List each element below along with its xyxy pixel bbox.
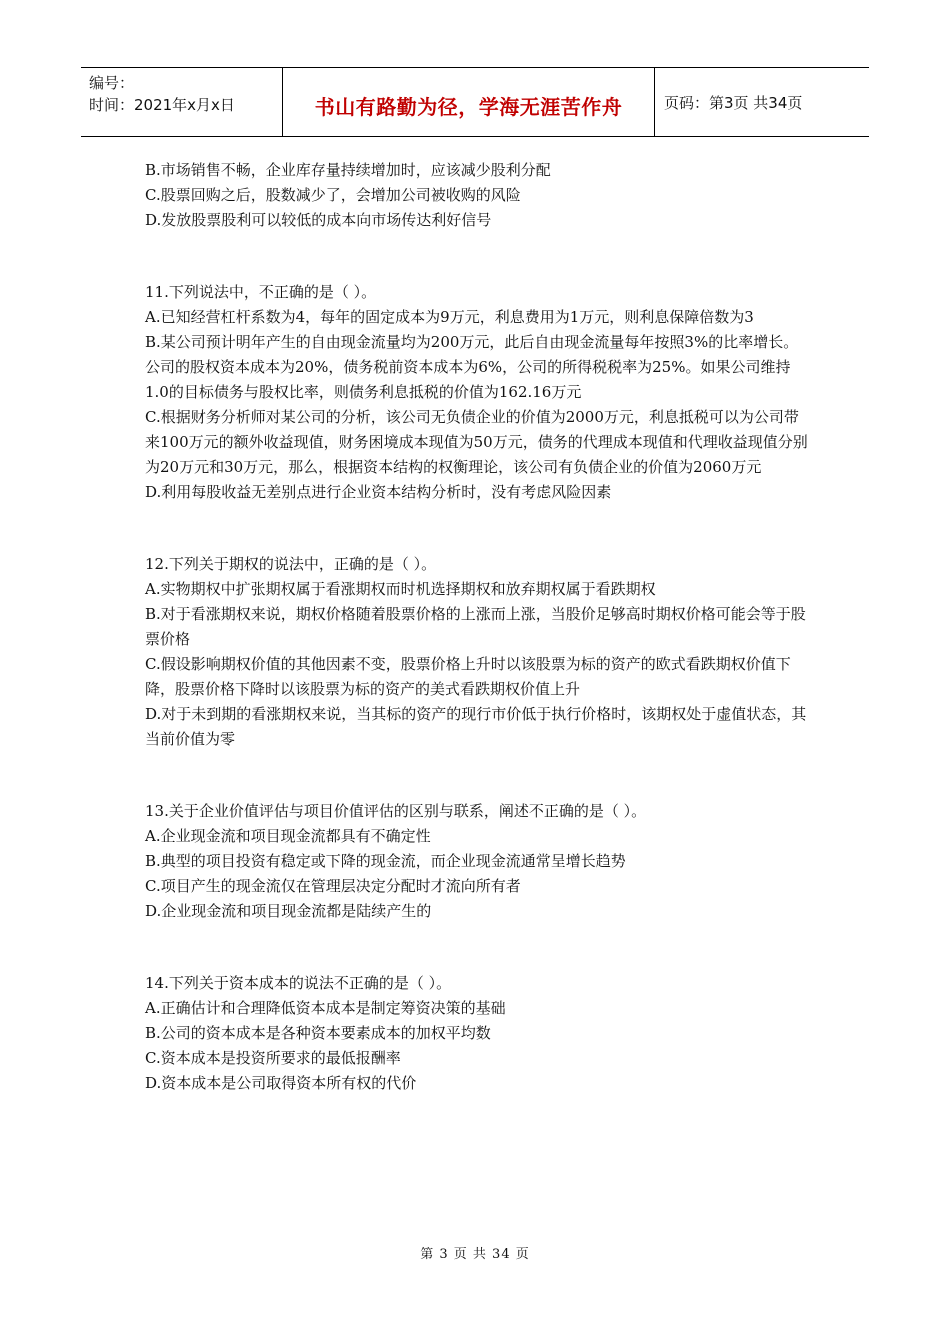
q13-option-c: C.项目产生的现金流仅在管理层决定分配时才流向所有者 — [145, 877, 521, 895]
q10-option-d: D.发放股票股利可以较低的成本向市场传达利好信号 — [145, 211, 492, 229]
document-body — [145, 158, 810, 1096]
q13-option-a: A.企业现金流和项目现金流都具有不确定性 — [145, 827, 431, 845]
q14-option-a: A.正确估计和合理降低资本成本是制定筹资决策的基础 — [145, 999, 506, 1017]
q10-option-c: C.股票回购之后，股数减少了，会增加公司被收购的风险 — [145, 186, 521, 204]
header-number-label: 编号： — [89, 74, 135, 92]
q11-option-c: C.根据财务分析师对某公司的分析，该公司无负债企业的价值为2000万元，利息抵税可以为公司带来100万元的额外收益现值，财务困境成本现值为50万元，债务的代理成本现值和代理收益现值分别为20万元和30万元，那么，根据资本结构的权衡理论，该公司有负债企业的价值为2060万元 — [145, 408, 808, 476]
header-meta — [81, 68, 282, 136]
header-motto: 书山有路勤为径，学海无涯苦作舟 — [282, 68, 655, 136]
q11-option-b: B.某公司预计明年产生的自由现金流量均为200万元，此后自由现金流量每年按照3%的比率增长。公司的股权资本成本为20%，债务税前资本成本为6%，公司的所得税税率为25%。如果公司维持1.0的目标债务与股权比率，则债务利息抵税的价值为162.16万元 — [145, 333, 799, 401]
page-footer: 第 3 页 共 34 页 — [420, 1247, 530, 1262]
q12-option-c: C.假设影响期权价值的其他因素不变，股票价格上升时以该股票为标的资产的欧式看跌期权价值下降，股票价格下降时以该股票为标的资产的美式看跌期权价值上升 — [145, 655, 791, 698]
q10-option-b: B.市场销售不畅，企业库存量持续增加时，应该减少股利分配 — [145, 161, 551, 179]
q12-option-b: B.对于看涨期权来说，期权价格随着股票价格的上涨而上涨，当股价足够高时期权价格可能会等于股票价格 — [145, 605, 806, 648]
header-page-info: 页码：第3页 共34页 — [664, 93, 803, 112]
q13-option-d: D.企业现金流和项目现金流都是陆续产生的 — [145, 902, 432, 920]
q12-option-d: D.对于未到期的看涨期权来说，当其标的资产的现行市价低于执行价格时，该期权处于虚值状态，其当前价值为零 — [145, 705, 807, 748]
header-date-label: 时间：2021年x月x日 — [89, 96, 235, 114]
page-header — [81, 67, 869, 137]
q12-option-a: A.实物期权中扩张期权属于看涨期权而时机选择期权和放弃期权属于看跌期权 — [145, 580, 656, 598]
q14-stem: 14.下列关于资本成本的说法不正确的是（ ）。 — [145, 974, 452, 992]
q14-option-b: B.公司的资本成本是各种资本要素成本的加权平均数 — [145, 1024, 491, 1042]
q11-stem: 11.下列说法中，不正确的是（ ）。 — [145, 283, 377, 301]
q13-stem: 13.关于企业价值评估与项目价值评估的区别与联系，阐述不正确的是（ ）。 — [145, 802, 647, 820]
q12-stem: 12.下列关于期权的说法中，正确的是（ ）。 — [145, 555, 437, 573]
q11-option-a: A.已知经营杠杆系数为4，每年的固定成本为9万元，利息费用为1万元，则利息保障倍数为3 — [145, 308, 754, 326]
q14-option-c: C.资本成本是投资所要求的最低报酬率 — [145, 1049, 401, 1067]
q13-option-b: B.典型的项目投资有稳定或下降的现金流，而企业现金流通常呈增长趋势 — [145, 852, 626, 870]
q11-option-d: D.利用每股收益无差别点进行企业资本结构分析时，没有考虑风险因素 — [145, 483, 612, 501]
q14-option-d: D.资本成本是公司取得资本所有权的代价 — [145, 1074, 417, 1092]
